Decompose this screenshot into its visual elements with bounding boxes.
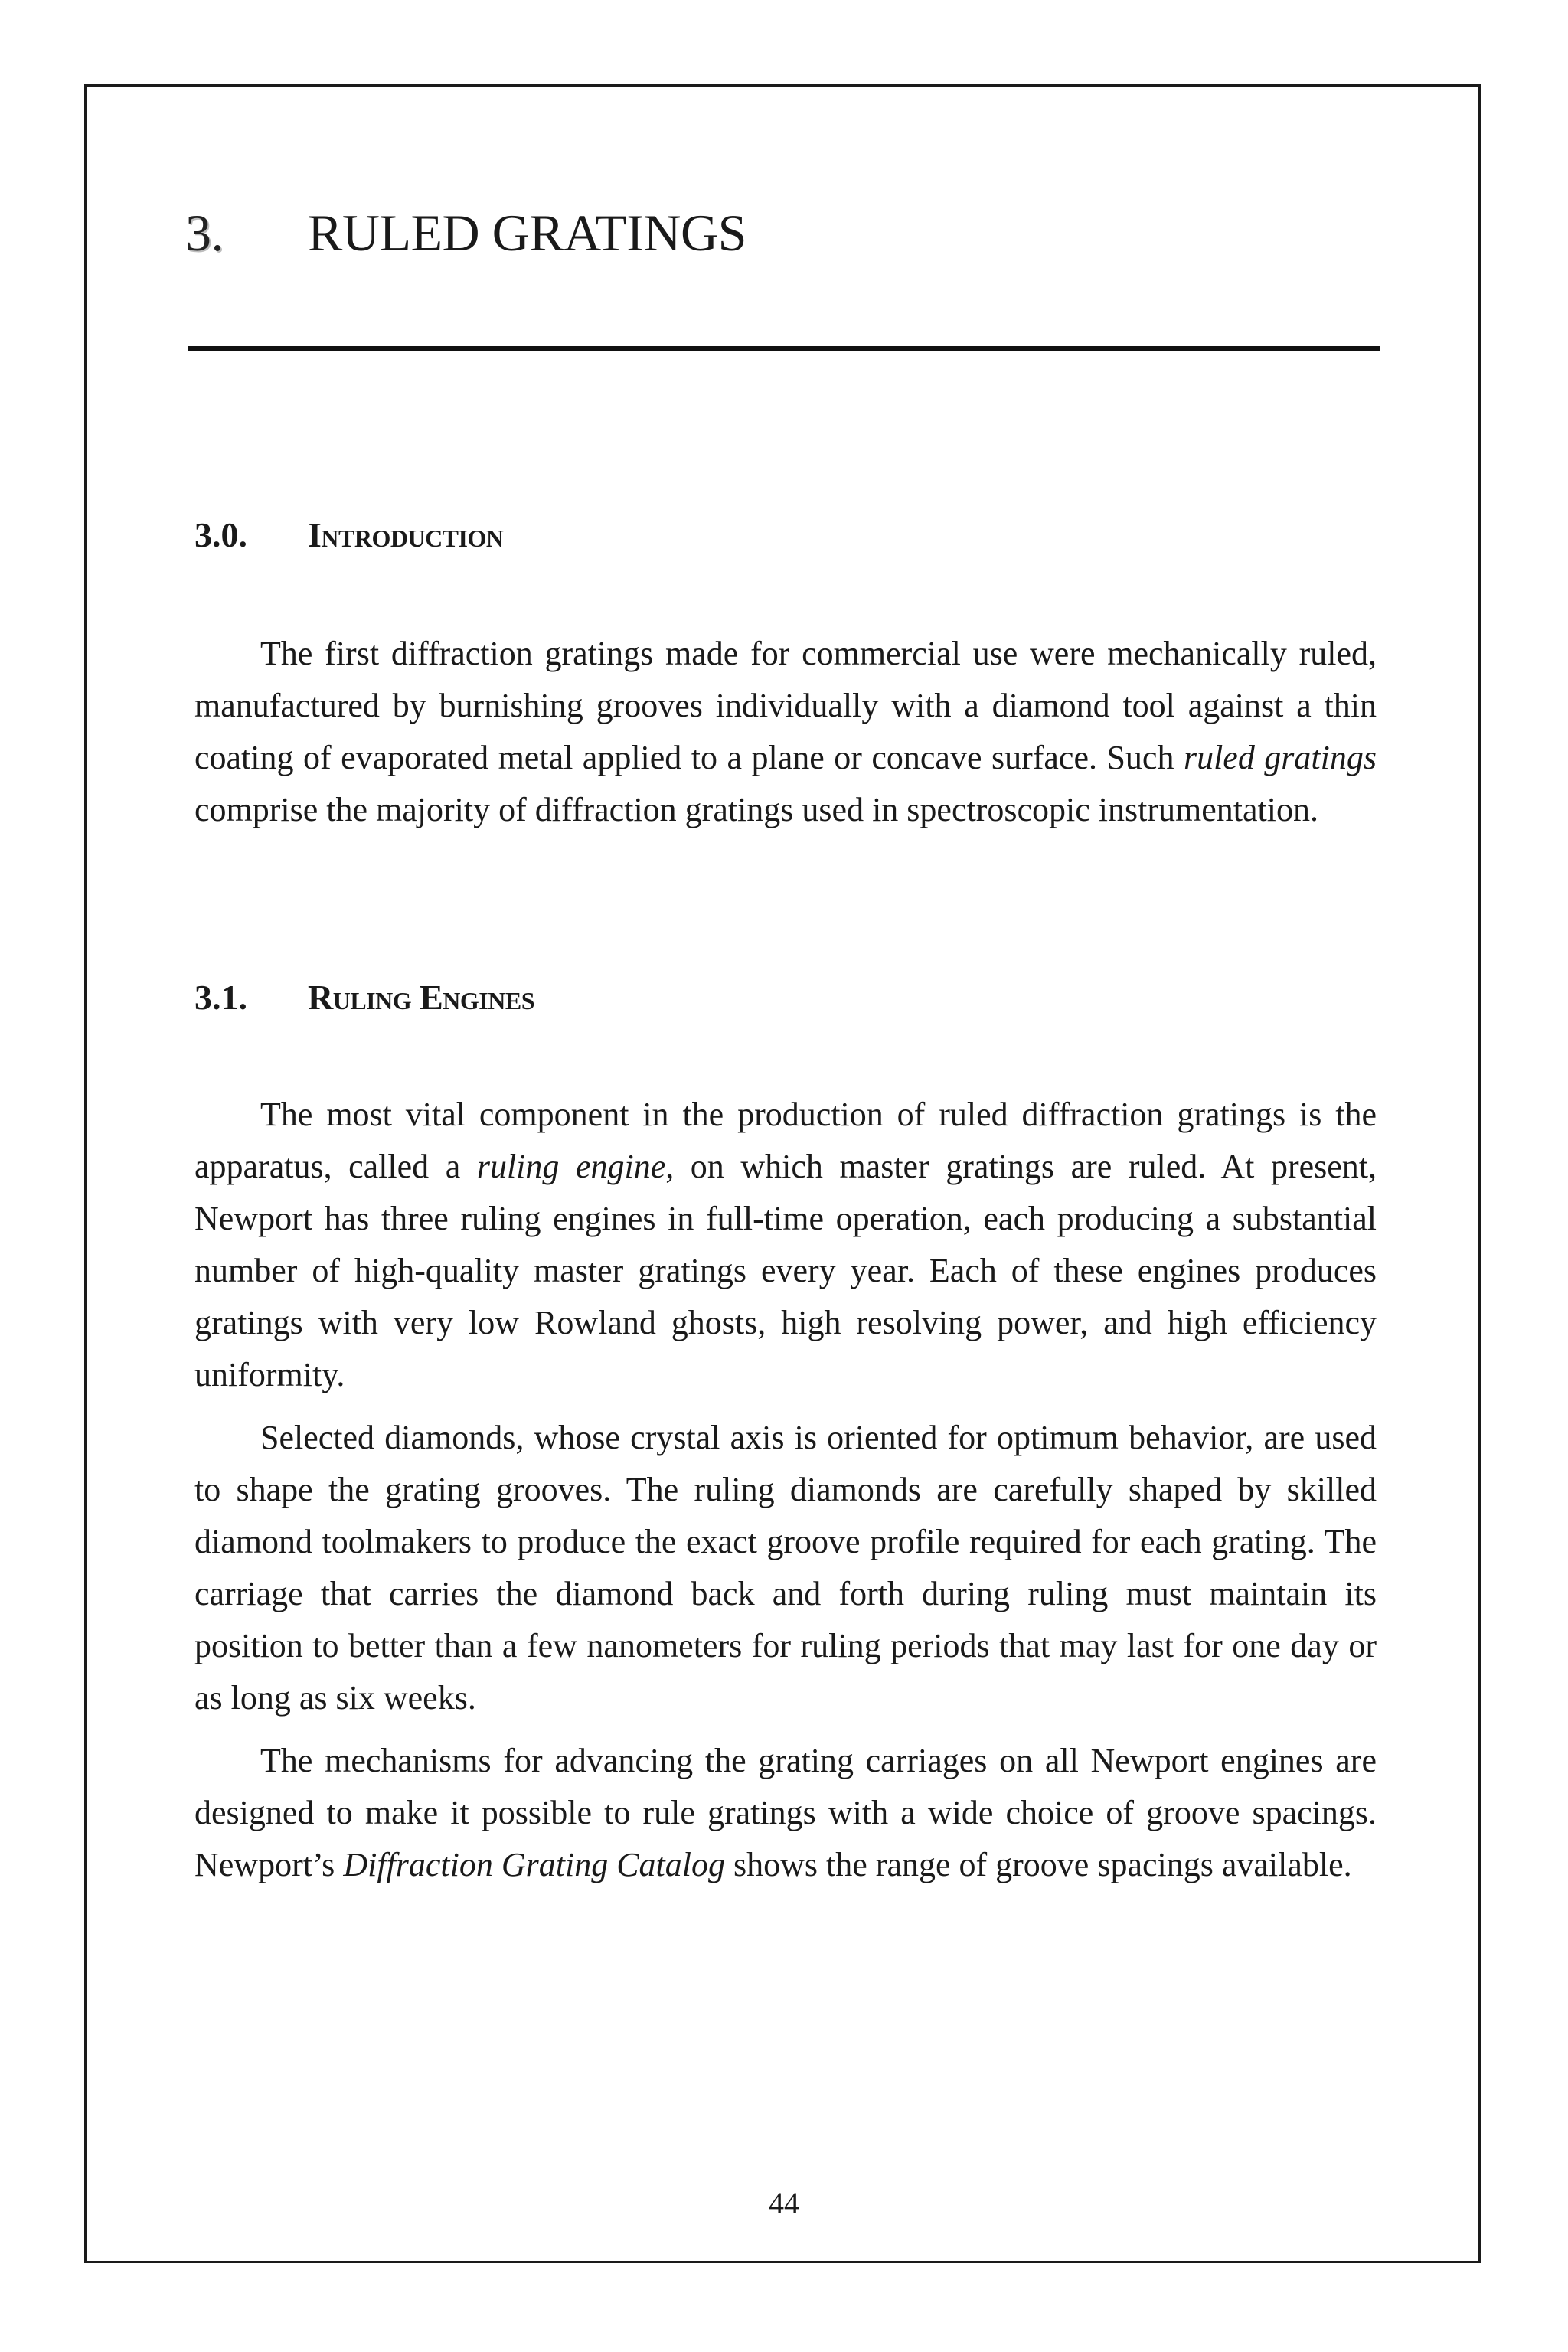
paragraph: Selected diamonds, whose crystal axis is oriented for optimum behavior, are used to shape the grating grooves. The ruling diamonds are carefully shaped by skilled diamond toolmakers to produce the exact groove profile required for each grating. The carriage that carries the diamond back and forth during ruling must maintain its position to better than a few nanometers for ruling periods that may last for one day or as long as six weeks.: [194, 1419, 1377, 1717]
introduction-body: [194, 628, 1377, 836]
emphasis-term: ruled gratings: [1183, 739, 1377, 776]
paragraph-text: comprise the majority of diffraction gratings used in spectroscopic instrumentation.: [194, 791, 1318, 828]
section-number: 3.1.: [194, 978, 247, 1017]
emphasis-term: ruling engine: [476, 1148, 666, 1185]
paragraph-text: , on which master gratings are ruled. At present, Newport has three ruling engines in full-time operation, each producing a substantial number of high-quality master gratings every year. Each of these engines produces gratings with very low Rowland ghosts, high resolving power, and high efficiency uniformity.: [194, 1148, 1377, 1393]
ruling-engines-body: [194, 1089, 1377, 1891]
chapter-number: 3.: [185, 204, 224, 262]
chapter-title-rule: [188, 346, 1380, 351]
page-number: 44: [769, 2186, 799, 2220]
chapter-heading: [185, 204, 746, 262]
section-title: Ruling Engines: [308, 978, 535, 1017]
paragraph-text: The mechanisms for advancing the grating carriages on all Newport engines are designed to make it possible to rule gratings with a wide choice of groove spacings. Newport’s: [194, 1742, 1377, 1883]
emphasis-term: Diffraction Grating Catalog: [343, 1846, 726, 1883]
paragraph: [194, 1089, 1377, 1401]
paragraph-text: shows the range of groove spacings available.: [725, 1846, 1352, 1883]
paragraph: [194, 628, 1377, 836]
chapter-title: RULED GRATINGS: [308, 204, 746, 262]
section-title: Introduction: [308, 515, 504, 554]
paragraph-text: The first diffraction gratings made for commercial use were mechanically ruled, manufactured by burnishing grooves individually with a diamond tool against a thin coating of evaporated metal applied to a plane or concave surface. Such: [194, 635, 1377, 776]
section-number: 3.0.: [194, 515, 247, 554]
paragraph: [194, 1735, 1377, 1891]
paragraph-text: The most vital component in the production of ruled diffraction gratings is the apparatus, called a: [194, 1096, 1377, 1185]
section-heading-ruling-engines: [194, 980, 534, 1015]
section-heading-introduction: [194, 515, 504, 554]
